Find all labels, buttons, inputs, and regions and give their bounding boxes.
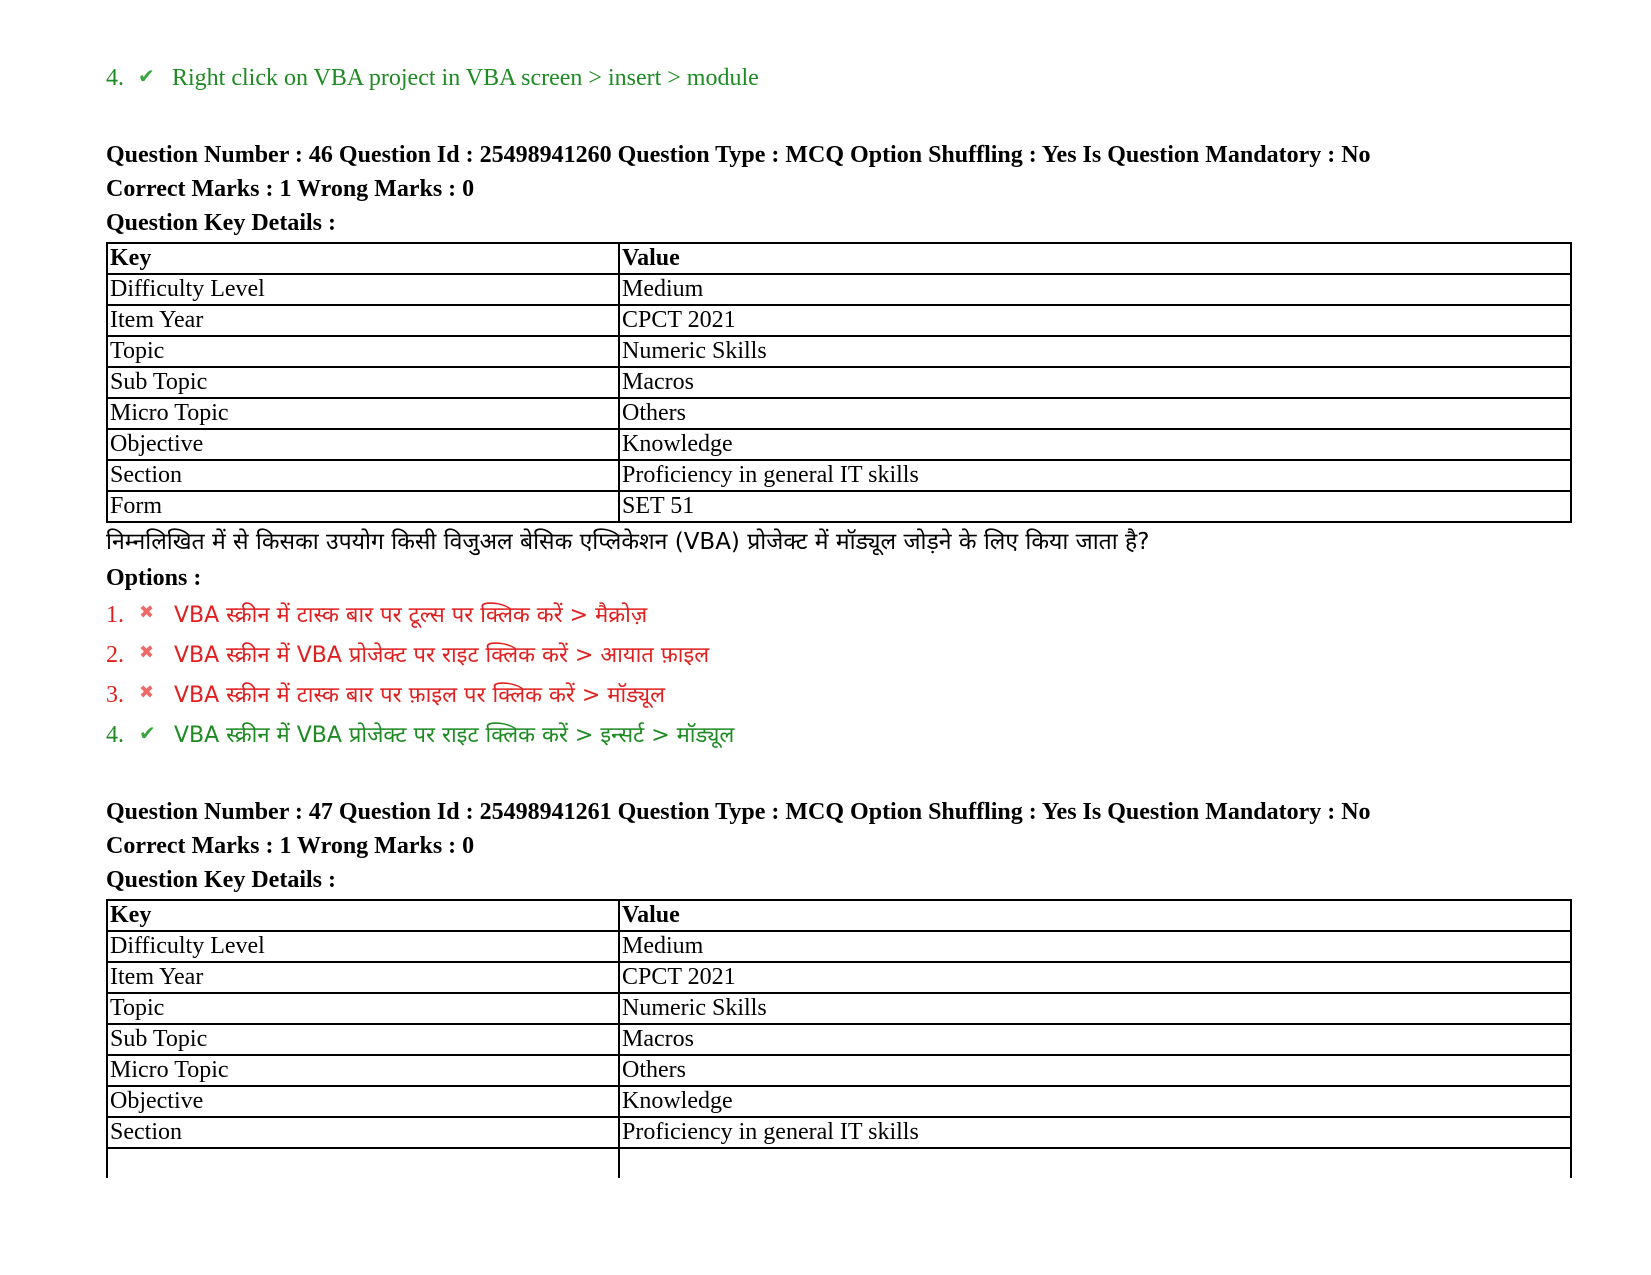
cross-icon: ✖ (139, 682, 155, 703)
header-value: Value (619, 900, 1571, 931)
row-value: SET 51 (619, 491, 1571, 522)
option-number: 4. (106, 65, 124, 91)
option-text: VBA स्क्रीन में टास्क बार पर टूल्स पर क्लिक करें > मैक्रोज़ (174, 603, 648, 628)
option-text: VBA स्क्रीन में टास्क बार पर फ़ाइल पर क्लिक करें > मॉड्यूल (174, 683, 666, 708)
key-details-label: Question Key Details : (106, 867, 336, 893)
row-key: Objective (107, 1086, 619, 1117)
row-value: CPCT 2021 (619, 962, 1571, 993)
row-key: Section (107, 460, 619, 491)
row-value: Others (619, 398, 1571, 429)
option-text: VBA स्क्रीन में VBA प्रोजेक्ट पर राइट क्लिक करें > आयात फ़ाइल (174, 643, 710, 668)
row-key: Difficulty Level (107, 931, 619, 962)
row-key: Sub Topic (107, 1024, 619, 1055)
question-46 (106, 138, 1572, 755)
option-text: VBA स्क्रीन में VBA प्रोजेक्ट पर राइट क्लिक करें > इन्सर्ट > मॉड्यूल (174, 723, 735, 748)
table-row (107, 367, 1571, 398)
row-value: Others (619, 1055, 1571, 1086)
option-number: 3. (106, 682, 124, 708)
key-details-table (106, 242, 1572, 523)
row-key: Topic (107, 993, 619, 1024)
marks-line: Correct Marks : 1 Wrong Marks : 0 (106, 176, 475, 202)
option-number: 4. (106, 722, 124, 748)
table-row (107, 1055, 1571, 1086)
row-key: Topic (107, 336, 619, 367)
row-key: Micro Topic (107, 398, 619, 429)
row-value-empty (619, 1148, 1571, 1178)
option-4 (106, 715, 1572, 755)
row-value: Proficiency in general IT skills (619, 460, 1571, 491)
cross-icon: ✖ (139, 602, 155, 623)
row-key: Form (107, 491, 619, 522)
row-value: Knowledge (619, 1086, 1571, 1117)
question-text: निम्नलिखित में से किसका उपयोग किसी विजुअल बेसिक एप्लिकेशन (VBA) प्रोजेक्ट में मॉड्यूल जोड़ने के लिए किया जाता है? (106, 529, 1150, 555)
row-value: Macros (619, 367, 1571, 398)
table-row (107, 460, 1571, 491)
question-47 (106, 795, 1572, 1178)
row-key: Sub Topic (107, 367, 619, 398)
table-row (107, 305, 1571, 336)
table-row-cut-off (107, 1148, 1571, 1178)
table-header-row (107, 243, 1571, 274)
table-row (107, 429, 1571, 460)
table-row (107, 962, 1571, 993)
table-row (107, 274, 1571, 305)
option-1 (106, 595, 1572, 635)
row-value: Knowledge (619, 429, 1571, 460)
header-key: Key (107, 243, 619, 274)
row-value: Medium (619, 274, 1571, 305)
table-row (107, 1024, 1571, 1055)
check-icon: ✔ (138, 64, 155, 88)
row-value: CPCT 2021 (619, 305, 1571, 336)
row-key: Item Year (107, 305, 619, 336)
header-key: Key (107, 900, 619, 931)
row-key: Item Year (107, 962, 619, 993)
table-header-row (107, 900, 1571, 931)
row-key: Section (107, 1117, 619, 1148)
prev-correct-option (106, 58, 1572, 98)
table-row (107, 1117, 1571, 1148)
row-value: Macros (619, 1024, 1571, 1055)
option-number: 2. (106, 642, 124, 668)
option-2 (106, 635, 1572, 675)
option-3 (106, 675, 1572, 715)
table-row (107, 1086, 1571, 1117)
cross-icon: ✖ (139, 642, 155, 663)
table-row (107, 491, 1571, 522)
question-header: Question Number : 47 Question Id : 25498941261 Question Type : MCQ Option Shuffling : Yes Is Question Mandatory : No (106, 799, 1371, 825)
key-details-label: Question Key Details : (106, 210, 336, 236)
row-value: Proficiency in general IT skills (619, 1117, 1571, 1148)
row-key: Difficulty Level (107, 274, 619, 305)
table-row (107, 993, 1571, 1024)
table-row (107, 931, 1571, 962)
options-list (106, 595, 1572, 755)
row-value: Medium (619, 931, 1571, 962)
document-page (106, 58, 1572, 1178)
question-header: Question Number : 46 Question Id : 25498941260 Question Type : MCQ Option Shuffling : Yes Is Question Mandatory : No (106, 142, 1371, 168)
marks-line: Correct Marks : 1 Wrong Marks : 0 (106, 833, 475, 859)
row-key: Micro Topic (107, 1055, 619, 1086)
row-value: Numeric Skills (619, 336, 1571, 367)
options-label: Options : (106, 565, 202, 591)
option-number: 1. (106, 602, 124, 628)
row-key-empty (107, 1148, 619, 1178)
option-text: Right click on VBA project in VBA screen > insert > module (172, 65, 759, 91)
header-value: Value (619, 243, 1571, 274)
row-key: Objective (107, 429, 619, 460)
row-value: Numeric Skills (619, 993, 1571, 1024)
check-icon: ✔ (139, 721, 156, 745)
table-row (107, 336, 1571, 367)
key-details-table (106, 899, 1572, 1178)
table-row (107, 398, 1571, 429)
